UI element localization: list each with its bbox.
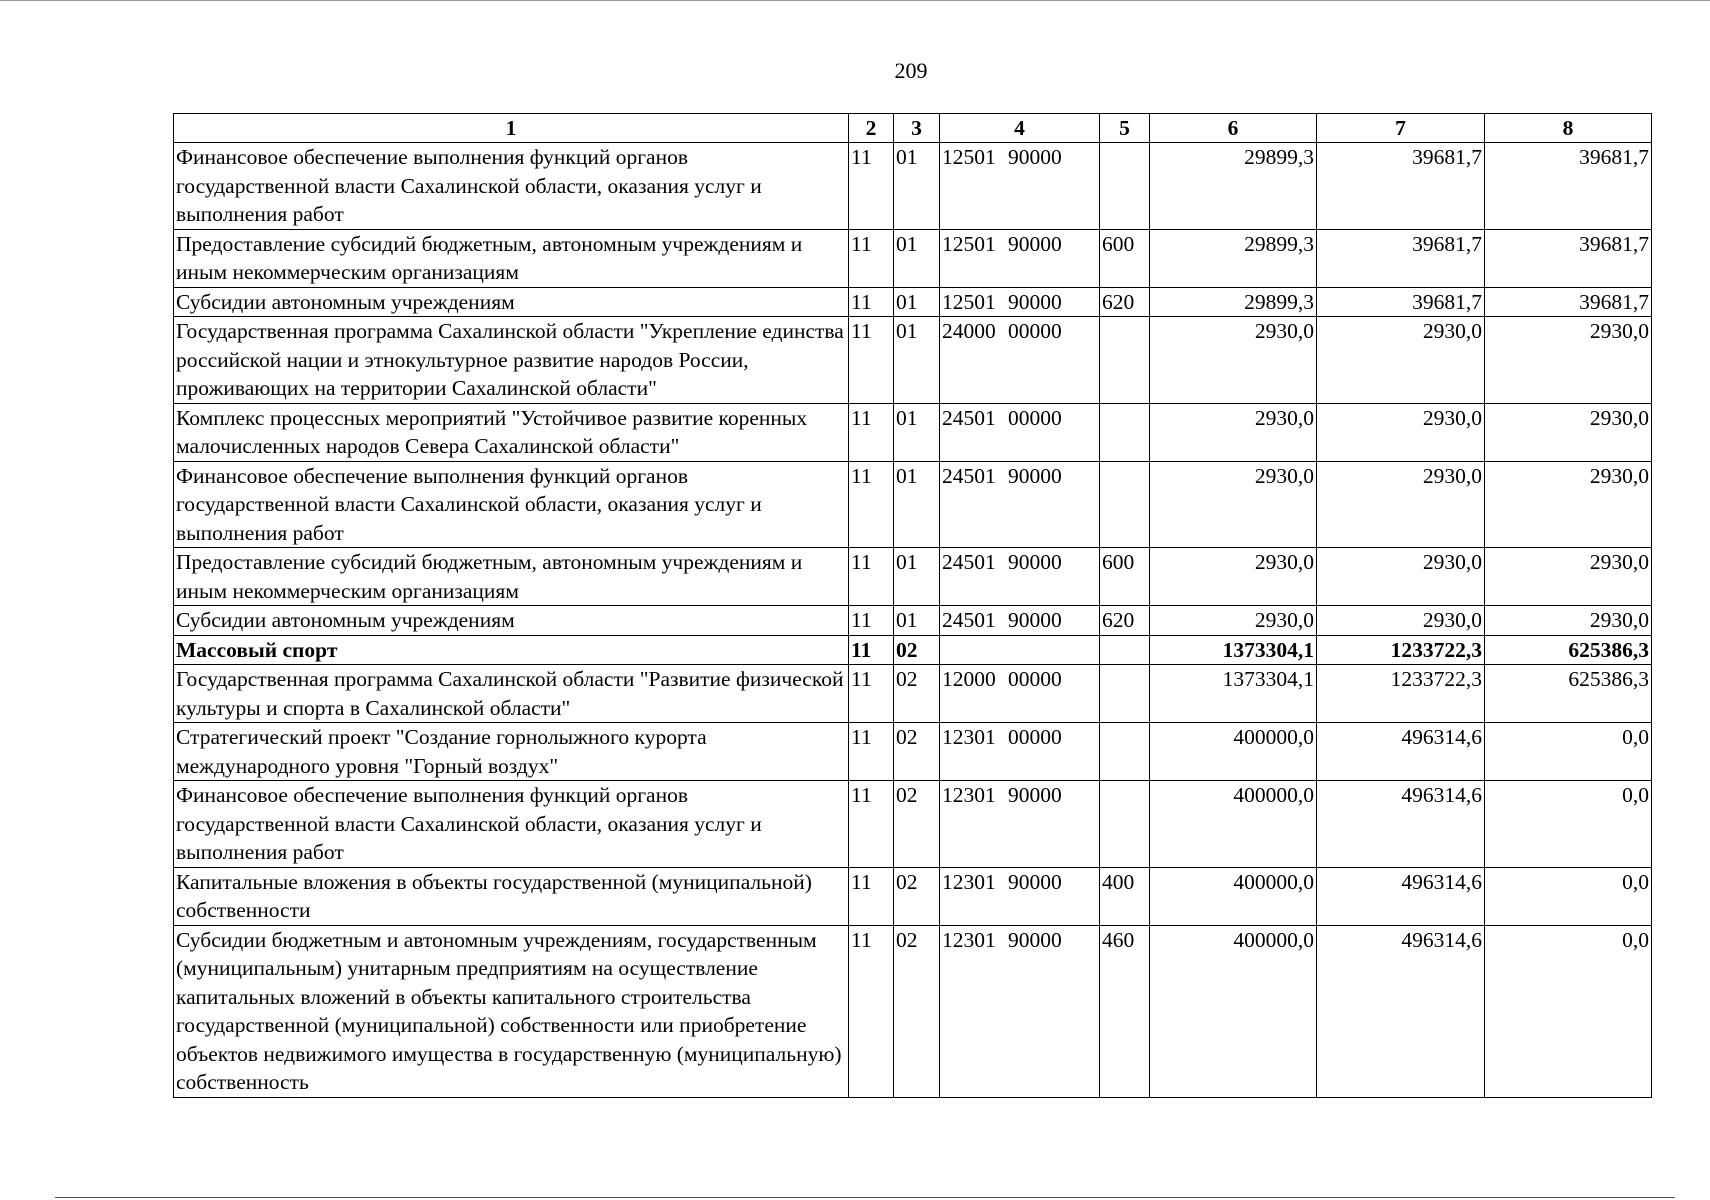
- row-target-code: [940, 635, 1100, 665]
- row-subsection-code: 02: [894, 781, 940, 868]
- row-expense-type: [1100, 665, 1150, 723]
- row-value-col6: 29899,3: [1150, 229, 1317, 287]
- row-target-code: [940, 143, 1100, 230]
- target-code-direction: 00000: [1008, 725, 1062, 749]
- row-value-col8: 39681,7: [1485, 143, 1652, 230]
- page-number: 209: [894, 58, 928, 83]
- row-name: Субсидии автономным учреждениям: [174, 606, 849, 636]
- target-code-direction: 90000: [1008, 145, 1062, 169]
- row-expense-type: [1100, 403, 1150, 461]
- table-row: [174, 143, 1652, 230]
- target-code-direction: 90000: [1008, 231, 1062, 256]
- row-target-code: [940, 317, 1100, 404]
- row-section-code: 11: [849, 723, 894, 781]
- row-value-col6: 2930,0: [1150, 317, 1317, 404]
- table-row: [174, 317, 1652, 404]
- row-section-code: 11: [849, 229, 894, 287]
- row-value-col6: 1373304,1: [1150, 665, 1317, 723]
- row-expense-type: 600: [1100, 548, 1150, 606]
- row-value-col7: 496314,6: [1317, 925, 1485, 1097]
- row-section-code: 11: [849, 781, 894, 868]
- row-target-code: [940, 229, 1100, 287]
- header-col-6: 6: [1150, 114, 1317, 143]
- row-value-col8: 0,0: [1485, 925, 1652, 1097]
- row-section-code: 11: [849, 665, 894, 723]
- row-value-col7: 39681,7: [1317, 287, 1485, 317]
- row-value-col7: 2930,0: [1317, 403, 1485, 461]
- row-value-col8: 0,0: [1485, 867, 1652, 925]
- row-target-code: [940, 925, 1100, 1097]
- row-name: Капитальные вложения в объекты государственной (муниципальной) собственности: [174, 867, 849, 925]
- row-value-col8: 2930,0: [1485, 317, 1652, 404]
- row-target-code: [940, 287, 1100, 317]
- row-expense-type: [1100, 723, 1150, 781]
- row-section-code: 11: [849, 606, 894, 636]
- row-section-code: 11: [849, 925, 894, 1097]
- row-value-col7: 1233722,3: [1317, 665, 1485, 723]
- table-row: [174, 548, 1652, 606]
- row-name: Государственная программа Сахалинской области "Развитие физической культуры и спорта в Сахалинской области": [174, 665, 849, 723]
- row-target-code: [940, 403, 1100, 461]
- row-value-col7: 39681,7: [1317, 143, 1485, 230]
- table-row: [174, 867, 1652, 925]
- row-name: Предоставление субсидий бюджетным, автономным учреждениям и иным некоммерческим организациям: [174, 229, 849, 287]
- header-col-3: 3: [894, 114, 940, 143]
- row-target-code: [940, 781, 1100, 868]
- target-code-direction: 00000: [1008, 667, 1062, 691]
- row-value-col7: 2930,0: [1317, 606, 1485, 636]
- row-value-col6: 2930,0: [1150, 548, 1317, 606]
- row-subsection-code: 01: [894, 229, 940, 287]
- row-target-code: [940, 665, 1100, 723]
- budget-table: [173, 113, 1652, 1098]
- table-row: [174, 665, 1652, 723]
- row-name: Массовый спорт: [174, 635, 849, 665]
- target-code-program: 12501: [942, 231, 996, 256]
- header-col-8: 8: [1485, 114, 1652, 143]
- row-name: Финансовое обеспечение выполнения функций органов государственной власти Сахалинской области, оказания услуг и выполнения работ: [174, 461, 849, 548]
- row-value-col7: 496314,6: [1317, 867, 1485, 925]
- target-code-program: 12301: [942, 927, 996, 952]
- table-row: [174, 403, 1652, 461]
- row-value-col8: 2930,0: [1485, 606, 1652, 636]
- row-name: Финансовое обеспечение выполнения функций органов государственной власти Сахалинской области, оказания услуг и выполнения работ: [174, 781, 849, 868]
- row-subsection-code: 01: [894, 287, 940, 317]
- row-value-col6: 29899,3: [1150, 287, 1317, 317]
- header-col-4: 4: [940, 114, 1100, 143]
- row-value-col7: 2930,0: [1317, 461, 1485, 548]
- row-expense-type: [1100, 317, 1150, 404]
- row-subsection-code: 01: [894, 143, 940, 230]
- row-value-col8: 0,0: [1485, 723, 1652, 781]
- scan-line-top: [0, 0, 1710, 1]
- row-section-code: 11: [849, 287, 894, 317]
- row-section-code: 11: [849, 317, 894, 404]
- row-expense-type: [1100, 781, 1150, 868]
- row-section-code: 11: [849, 548, 894, 606]
- target-code-program: 12301: [942, 869, 996, 894]
- table-row: [174, 723, 1652, 781]
- header-col-7: 7: [1317, 114, 1485, 143]
- row-subsection-code: 01: [894, 606, 940, 636]
- row-expense-type: 620: [1100, 287, 1150, 317]
- target-code-direction: 90000: [1008, 289, 1062, 314]
- table-row: [174, 461, 1652, 548]
- target-code-direction: 90000: [1008, 927, 1062, 952]
- table-row: [174, 781, 1652, 868]
- row-name: Предоставление субсидий бюджетным, автономным учреждениям и иным некоммерческим организациям: [174, 548, 849, 606]
- header-col-5: 5: [1100, 114, 1150, 143]
- row-name: Стратегический проект "Создание горнолыжного курорта международного уровня "Горный воздух": [174, 723, 849, 781]
- table-row: [174, 229, 1652, 287]
- row-section-code: 11: [849, 635, 894, 665]
- row-target-code: [940, 548, 1100, 606]
- target-code-program: 12301: [942, 725, 996, 749]
- table-body: [174, 143, 1652, 1098]
- table-row: [174, 635, 1652, 665]
- target-code-program: 24501: [942, 405, 996, 430]
- target-code-program: 24501: [942, 463, 996, 488]
- row-value-col6: 1373304,1: [1150, 635, 1317, 665]
- row-subsection-code: 01: [894, 548, 940, 606]
- row-target-code: [940, 606, 1100, 636]
- target-code-program: 12000: [942, 667, 996, 691]
- target-code-program: 12501: [942, 289, 996, 314]
- row-subsection-code: 02: [894, 723, 940, 781]
- row-value-col6: 29899,3: [1150, 143, 1317, 230]
- target-code-direction: 90000: [1008, 869, 1062, 894]
- row-value-col6: 2930,0: [1150, 403, 1317, 461]
- target-code-direction: 90000: [1008, 463, 1062, 488]
- row-value-col7: 496314,6: [1317, 723, 1485, 781]
- row-value-col8: 2930,0: [1485, 548, 1652, 606]
- row-value-col8: 39681,7: [1485, 287, 1652, 317]
- row-target-code: [940, 867, 1100, 925]
- row-value-col8: 39681,7: [1485, 229, 1652, 287]
- row-expense-type: 400: [1100, 867, 1150, 925]
- table-row: [174, 606, 1652, 636]
- row-value-col6: 400000,0: [1150, 925, 1317, 1097]
- target-code-program: 24501: [942, 608, 996, 632]
- row-value-col7: 496314,6: [1317, 781, 1485, 868]
- row-subsection-code: 01: [894, 317, 940, 404]
- row-value-col8: 625386,3: [1485, 665, 1652, 723]
- row-name: Финансовое обеспечение выполнения функций органов государственной власти Сахалинской области, оказания услуг и выполнения работ: [174, 143, 849, 230]
- row-subsection-code: 02: [894, 925, 940, 1097]
- target-code-program: 24501: [942, 550, 996, 574]
- row-value-col7: 39681,7: [1317, 229, 1485, 287]
- row-expense-type: 460: [1100, 925, 1150, 1097]
- row-name: Субсидии бюджетным и автономным учреждениям, государственным (муниципальным) унитарным предприятиям на осуществление капитальных вложений в объекты капитального строительства государственной (муниципальной) собственности или приобретение объектов недвижимого имущества в государственную (муниципальную) собственность: [174, 925, 849, 1097]
- row-value-col8: 2930,0: [1485, 403, 1652, 461]
- row-section-code: 11: [849, 403, 894, 461]
- scan-line-bottom: [55, 1197, 1675, 1198]
- row-section-code: 11: [849, 461, 894, 548]
- row-value-col8: 0,0: [1485, 781, 1652, 868]
- row-expense-type: [1100, 635, 1150, 665]
- row-value-col8: 2930,0: [1485, 461, 1652, 548]
- target-code-direction: 00000: [1008, 319, 1062, 343]
- target-code-program: 12501: [942, 145, 996, 169]
- row-subsection-code: 02: [894, 635, 940, 665]
- target-code-direction: 90000: [1008, 783, 1062, 807]
- row-target-code: [940, 723, 1100, 781]
- row-name: Государственная программа Сахалинской области "Укрепление единства российской нации и этнокультурное развитие народов России, проживающих на территории Сахалинской области": [174, 317, 849, 404]
- row-value-col6: 400000,0: [1150, 723, 1317, 781]
- row-subsection-code: 01: [894, 403, 940, 461]
- row-subsection-code: 02: [894, 867, 940, 925]
- row-target-code: [940, 461, 1100, 548]
- target-code-program: 24000: [942, 319, 996, 343]
- row-name: Субсидии автономным учреждениям: [174, 287, 849, 317]
- row-value-col8: 625386,3: [1485, 635, 1652, 665]
- row-value-col7: 2930,0: [1317, 317, 1485, 404]
- row-expense-type: [1100, 143, 1150, 230]
- row-name: Комплекс процессных мероприятий "Устойчивое развитие коренных малочисленных народов Севера Сахалинской области": [174, 403, 849, 461]
- header-row: [174, 114, 1652, 143]
- header-col-1: 1: [174, 114, 849, 143]
- row-section-code: 11: [849, 143, 894, 230]
- row-expense-type: [1100, 461, 1150, 548]
- target-code-direction: 90000: [1008, 608, 1062, 632]
- table-row: [174, 287, 1652, 317]
- table-row: [174, 925, 1652, 1097]
- table-header: [174, 114, 1652, 143]
- row-value-col7: 2930,0: [1317, 548, 1485, 606]
- row-section-code: 11: [849, 867, 894, 925]
- target-code-direction: 00000: [1008, 405, 1062, 430]
- row-value-col6: 2930,0: [1150, 606, 1317, 636]
- target-code-direction: 90000: [1008, 550, 1062, 574]
- row-expense-type: 600: [1100, 229, 1150, 287]
- row-value-col7: 1233722,3: [1317, 635, 1485, 665]
- row-value-col6: 400000,0: [1150, 781, 1317, 868]
- header-col-2: 2: [849, 114, 894, 143]
- row-subsection-code: 02: [894, 665, 940, 723]
- target-code-program: 12301: [942, 783, 996, 807]
- row-subsection-code: 01: [894, 461, 940, 548]
- row-value-col6: 2930,0: [1150, 461, 1317, 548]
- row-value-col6: 400000,0: [1150, 867, 1317, 925]
- row-expense-type: 620: [1100, 606, 1150, 636]
